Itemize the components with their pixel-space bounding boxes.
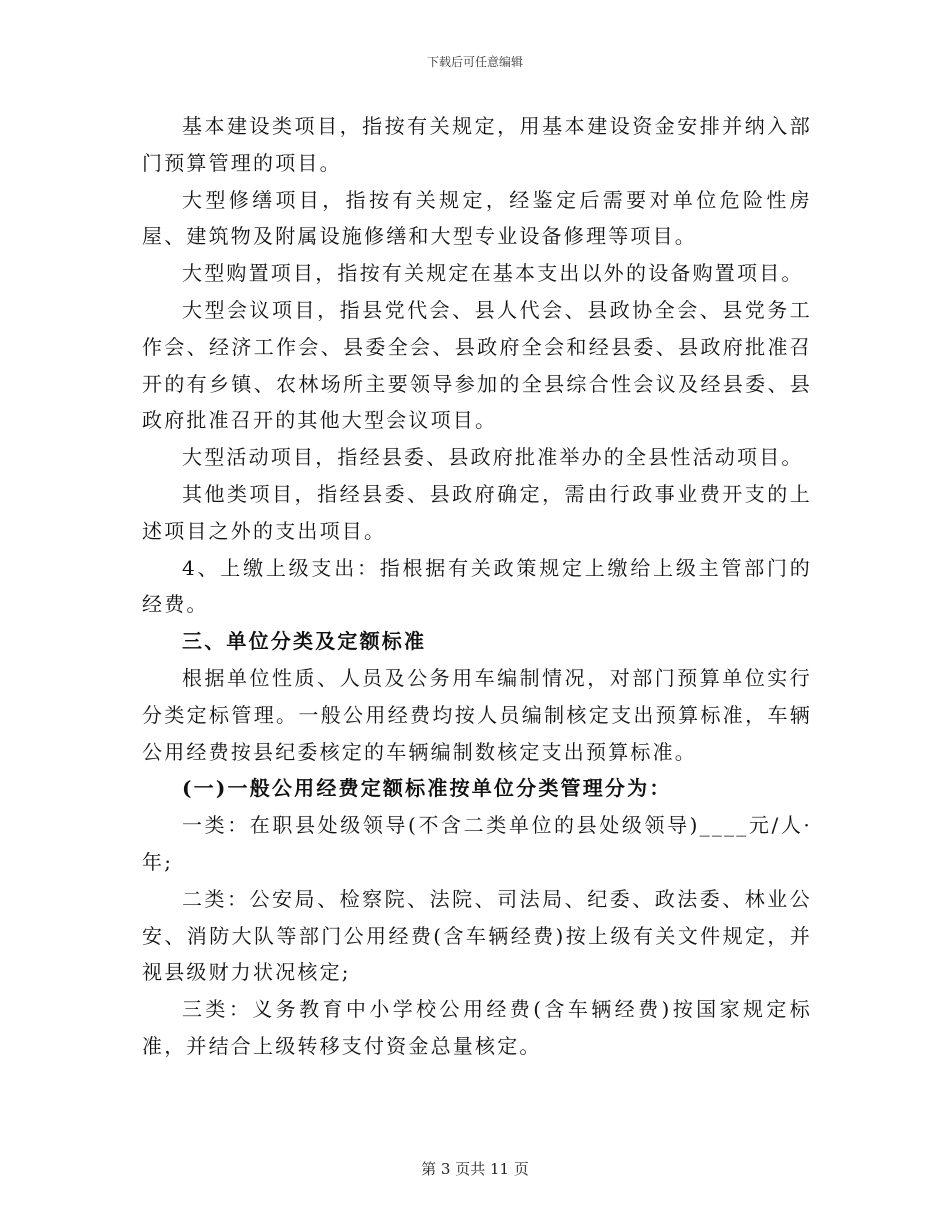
paragraph-classification-intro: 根据单位性质、人员及公务用车编制情况，对部门预算单位实行分类定标管理。一般公用经费均按人员编制核定支出预算标准，车辆公用经费按县纪委核定的车辆编制数核定支出预算标准。 [142,665,812,764]
page-footer: 第 3 页共 11 页 [421,1160,529,1178]
paragraph-basic-construction: 基本建设类项目，指按有关规定，用基本建设资金安排并纳入部门预算管理的项目。 [142,114,812,175]
category-item-1: 一类：在职县处级领导(不含二类单位的县处级领导)____元/人·年; [142,813,812,874]
paragraph-major-meeting: 大型会议项目，指县党代会、县人代会、县政协全会、县党务工作会、经济工作会、县委全会、县政府全会和经县委、县政府批准召开的有乡镇、农林场所主要领导参加的全县综合性会议及经县委、县政府批准召开的其他大型会议项目。 [142,297,812,433]
category-item-3: 三类：义务教育中小学校公用经费(含车辆经费)按国家规定标准，并结合上级转移支付资金总量核定。 [142,997,812,1058]
paragraph-major-activity: 大型活动项目，指经县委、县政府批准举办的全县性活动项目。 [182,445,804,470]
category-item-2: 二类：公安局、检察院、法院、司法局、纪委、政法委、林业公安、消防大队等部门公用经费(含车辆经费)按上级有关文件规定，并视县级财力状况核定; [142,886,812,985]
page-header: 下载后可任意编辑 [426,55,523,69]
section-heading: 三、单位分类及定额标准 [182,629,427,654]
paragraph-upper-level-payment: 4、上缴上级支出：指根据有关政策规定上缴给上级主管部门的经费。 [142,555,812,617]
document-body [142,108,812,1065]
paragraph-major-purchase: 大型购置项目，指按有关规定在基本支出以外的设备购置项目。 [182,261,804,286]
paragraph-other-projects: 其他类项目，指经县委、县政府确定，需由行政事业费开支的上述项目之外的支出项目。 [142,481,812,543]
sub-heading-general-expenses: (一)一般公用经费定额标准按单位分类管理分为： [182,776,672,801]
paragraph-major-repair: 大型修缮项目，指按有关规定，经鉴定后需要对单位危险性房屋、建筑物及附属设施修缮和大型专业设备修理等项目。 [142,187,812,249]
